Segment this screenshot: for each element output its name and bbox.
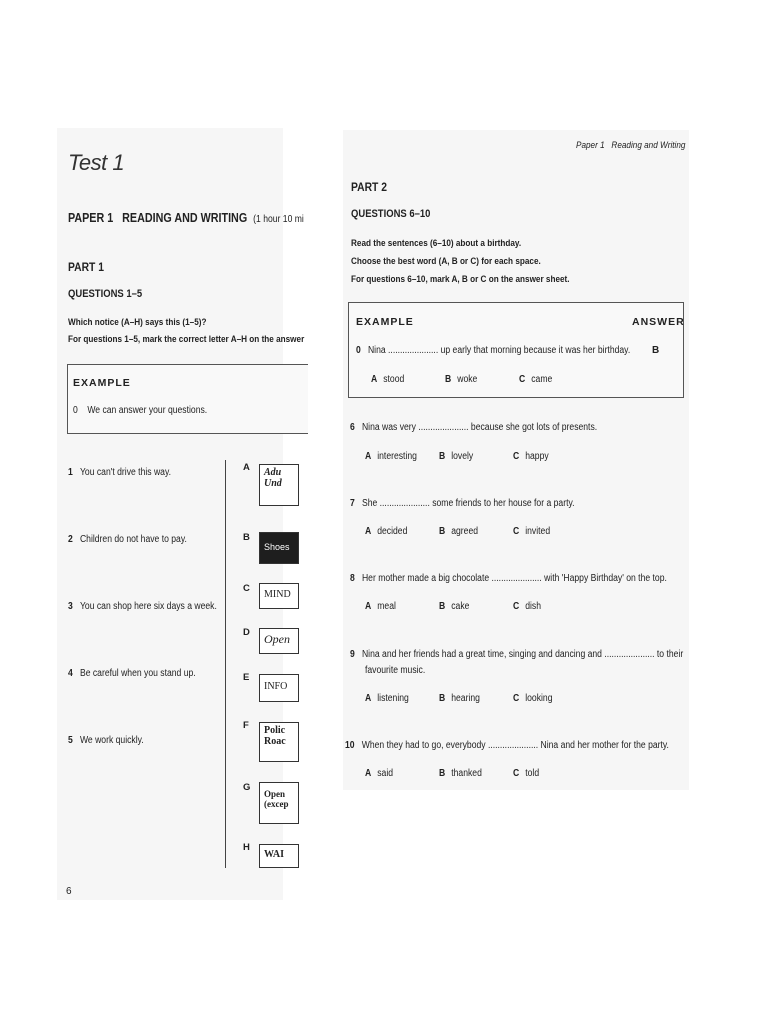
example-answer: B [652, 345, 660, 356]
example-label-part-2: EXAMPLE [356, 316, 414, 328]
item-5: 5 We work quickly. [68, 735, 144, 746]
part-1-instruction-2: For questions 1–5, mark the correct letter A–H on the answer [68, 334, 305, 345]
example-option-a: A stood [371, 374, 405, 385]
notice-letter-f: F [243, 720, 249, 731]
notice-c: MIND [259, 583, 299, 609]
q6-option-a: A interesting [365, 451, 417, 462]
page-number: 6 [66, 886, 72, 897]
q8-option-c: C dish [513, 601, 542, 612]
answer-label: ANSWER [632, 316, 685, 328]
part-2-heading: PART 2 [351, 180, 387, 194]
q10-option-b: B thanked [439, 768, 482, 779]
paper-title [68, 211, 342, 225]
q10-option-c: C told [513, 768, 540, 779]
q8-option-b: B cake [439, 601, 470, 612]
item-3: 3 You can shop here six days a week. [68, 601, 217, 612]
question-8: 8 Her mother made a big chocolate ..................... with 'Happy Birthday' on the top. [350, 573, 667, 584]
notice-g: Open (excep [259, 782, 299, 824]
question-9-line-2: favourite music. [365, 665, 426, 676]
running-header: Paper 1 Reading and Writing [576, 140, 686, 151]
item-4: 4 Be careful when you stand up. [68, 668, 196, 679]
notice-h: WAI [259, 844, 299, 868]
item-1: 1 You can't drive this way. [68, 467, 171, 478]
q6-option-b: B lovely [439, 451, 474, 462]
part-2-instruction-3: For questions 6–10, mark A, B or C on the answer sheet. [351, 274, 570, 285]
notice-f: Polic Roac [259, 722, 299, 762]
notice-letter-g: G [243, 782, 251, 793]
questions-6-10-heading: QUESTIONS 6–10 [351, 208, 431, 220]
notice-b: Shoes [259, 532, 299, 564]
question-6: 6 Nina was very ..................... because she got lots of presents. [350, 422, 598, 433]
example-box-part-2 [348, 302, 684, 398]
notice-letter-h: H [243, 842, 250, 853]
item-2: 2 Children do not have to pay. [68, 534, 187, 545]
part-2-instruction-1: Read the sentences (6–10) about a birthday. [351, 238, 522, 249]
paper-title-text: PAPER 1 READING AND WRITING [68, 211, 248, 225]
part-1-instruction-1: Which notice (A–H) says this (1–5)? [68, 317, 207, 328]
q9-option-c: C looking [513, 693, 553, 704]
question-9: 9 Nina and her friends had a great time, singing and dancing and ..................... to their [350, 649, 684, 660]
q9-option-a: A listening [365, 693, 409, 704]
notice-letter-d: D [243, 627, 250, 638]
notice-letter-a: A [243, 462, 250, 473]
example-option-c: C came [519, 374, 553, 385]
test-title: Test 1 [68, 150, 125, 175]
notice-e: INFO [259, 674, 299, 702]
paper-duration: (1 hour 10 mi [253, 214, 304, 225]
question-7: 7 She ..................... some friends to her house for a party. [350, 498, 575, 509]
q6-option-c: C happy [513, 451, 549, 462]
example-sentence: 0 Nina ..................... up early that morning because it was her birthday. [356, 345, 631, 356]
right-page [343, 130, 689, 790]
part-1-heading: PART 1 [68, 260, 104, 274]
left-page [57, 128, 305, 900]
example-text: 0 We can answer your questions. [73, 405, 208, 416]
notice-a: Adu Und [259, 464, 299, 506]
q7-option-a: A decided [365, 526, 408, 537]
q7-option-c: C invited [513, 526, 551, 537]
example-option-b: B woke [445, 374, 478, 385]
q10-option-a: A said [365, 768, 394, 779]
divider-line [225, 460, 226, 868]
questions-1-5-heading: QUESTIONS 1–5 [68, 288, 143, 300]
notice-letter-c: C [243, 583, 250, 594]
question-10: 10 When they had to go, everybody ..................... Nina and her mother for the party. [345, 740, 669, 751]
notice-letter-e: E [243, 672, 250, 683]
notice-d: Open [259, 628, 299, 654]
q8-option-a: A meal [365, 601, 396, 612]
example-label: EXAMPLE [73, 377, 131, 389]
notice-letter-b: B [243, 532, 250, 543]
q9-option-b: B hearing [439, 693, 480, 704]
q7-option-b: B agreed [439, 526, 479, 537]
part-2-instruction-2: Choose the best word (A, B or C) for each space. [351, 256, 541, 267]
example-box [67, 364, 308, 434]
